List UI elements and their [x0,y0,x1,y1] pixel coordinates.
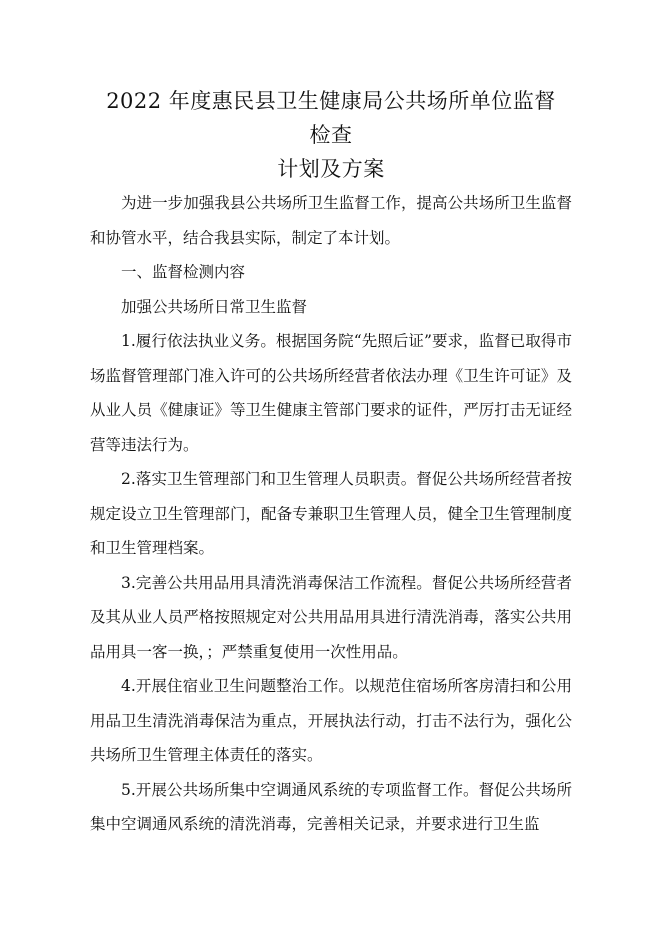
item-1-paragraph: 1.履行依法执业义务。根据国务院“先照后证”要求，监督已取得市场监督管理部门准入许可的公共场所经营者依法办理《卫生许可证》及从业人员《健康证》等卫生健康主管部门要求的证件，严厉打击无证经营等违法行为。 [90,332,572,454]
item-2-paragraph: 2.落实卫生管理部门和卫生管理人员职责。督促公共场所经营者按规定设立卫生管理部门，配备专兼职卫生管理人员，健全卫生管理制度和卫生管理档案。 [90,470,572,557]
section-heading: 一、监督检测内容 [121,263,246,281]
title-line-2: 计划及方案 [277,157,385,181]
subsection-heading: 加强公共场所日常卫生监督 [121,297,308,316]
title-line-1: 2022 年度惠民县卫生健康局公共场所单位监督检查 [106,89,556,147]
item-3-paragraph: 3.完善公共用品用具清洗消毒保洁工作流程。督促公共场所经营者及其从业人员严格按照规定对公共用品用具进行清洗消毒，落实公共用品用具一客一换，；严禁重复使用一次性用品。 [90,573,572,661]
document-body [90,186,572,842]
item-5-paragraph: 5.开展公共场所集中空调通风系统的专项监督工作。督促公共场所集中空调通风系统的清洗消毒，完善相关记录，并要求进行卫生监 [90,780,572,833]
item-4-paragraph: 4.开展住宿业卫生问题整治工作。以规范住宿场所客房清扫和公用用品卫生清洗消毒保洁为重点，开展执法行动，打击不法行为，强化公共场所卫生管理主体责任的落实。 [90,677,572,764]
intro-paragraph: 为进一步加强我县公共场所卫生监督工作，提高公共场所卫生监督和协管水平，结合我县实际，制定了本计划。 [90,194,572,247]
document-title [100,84,562,186]
